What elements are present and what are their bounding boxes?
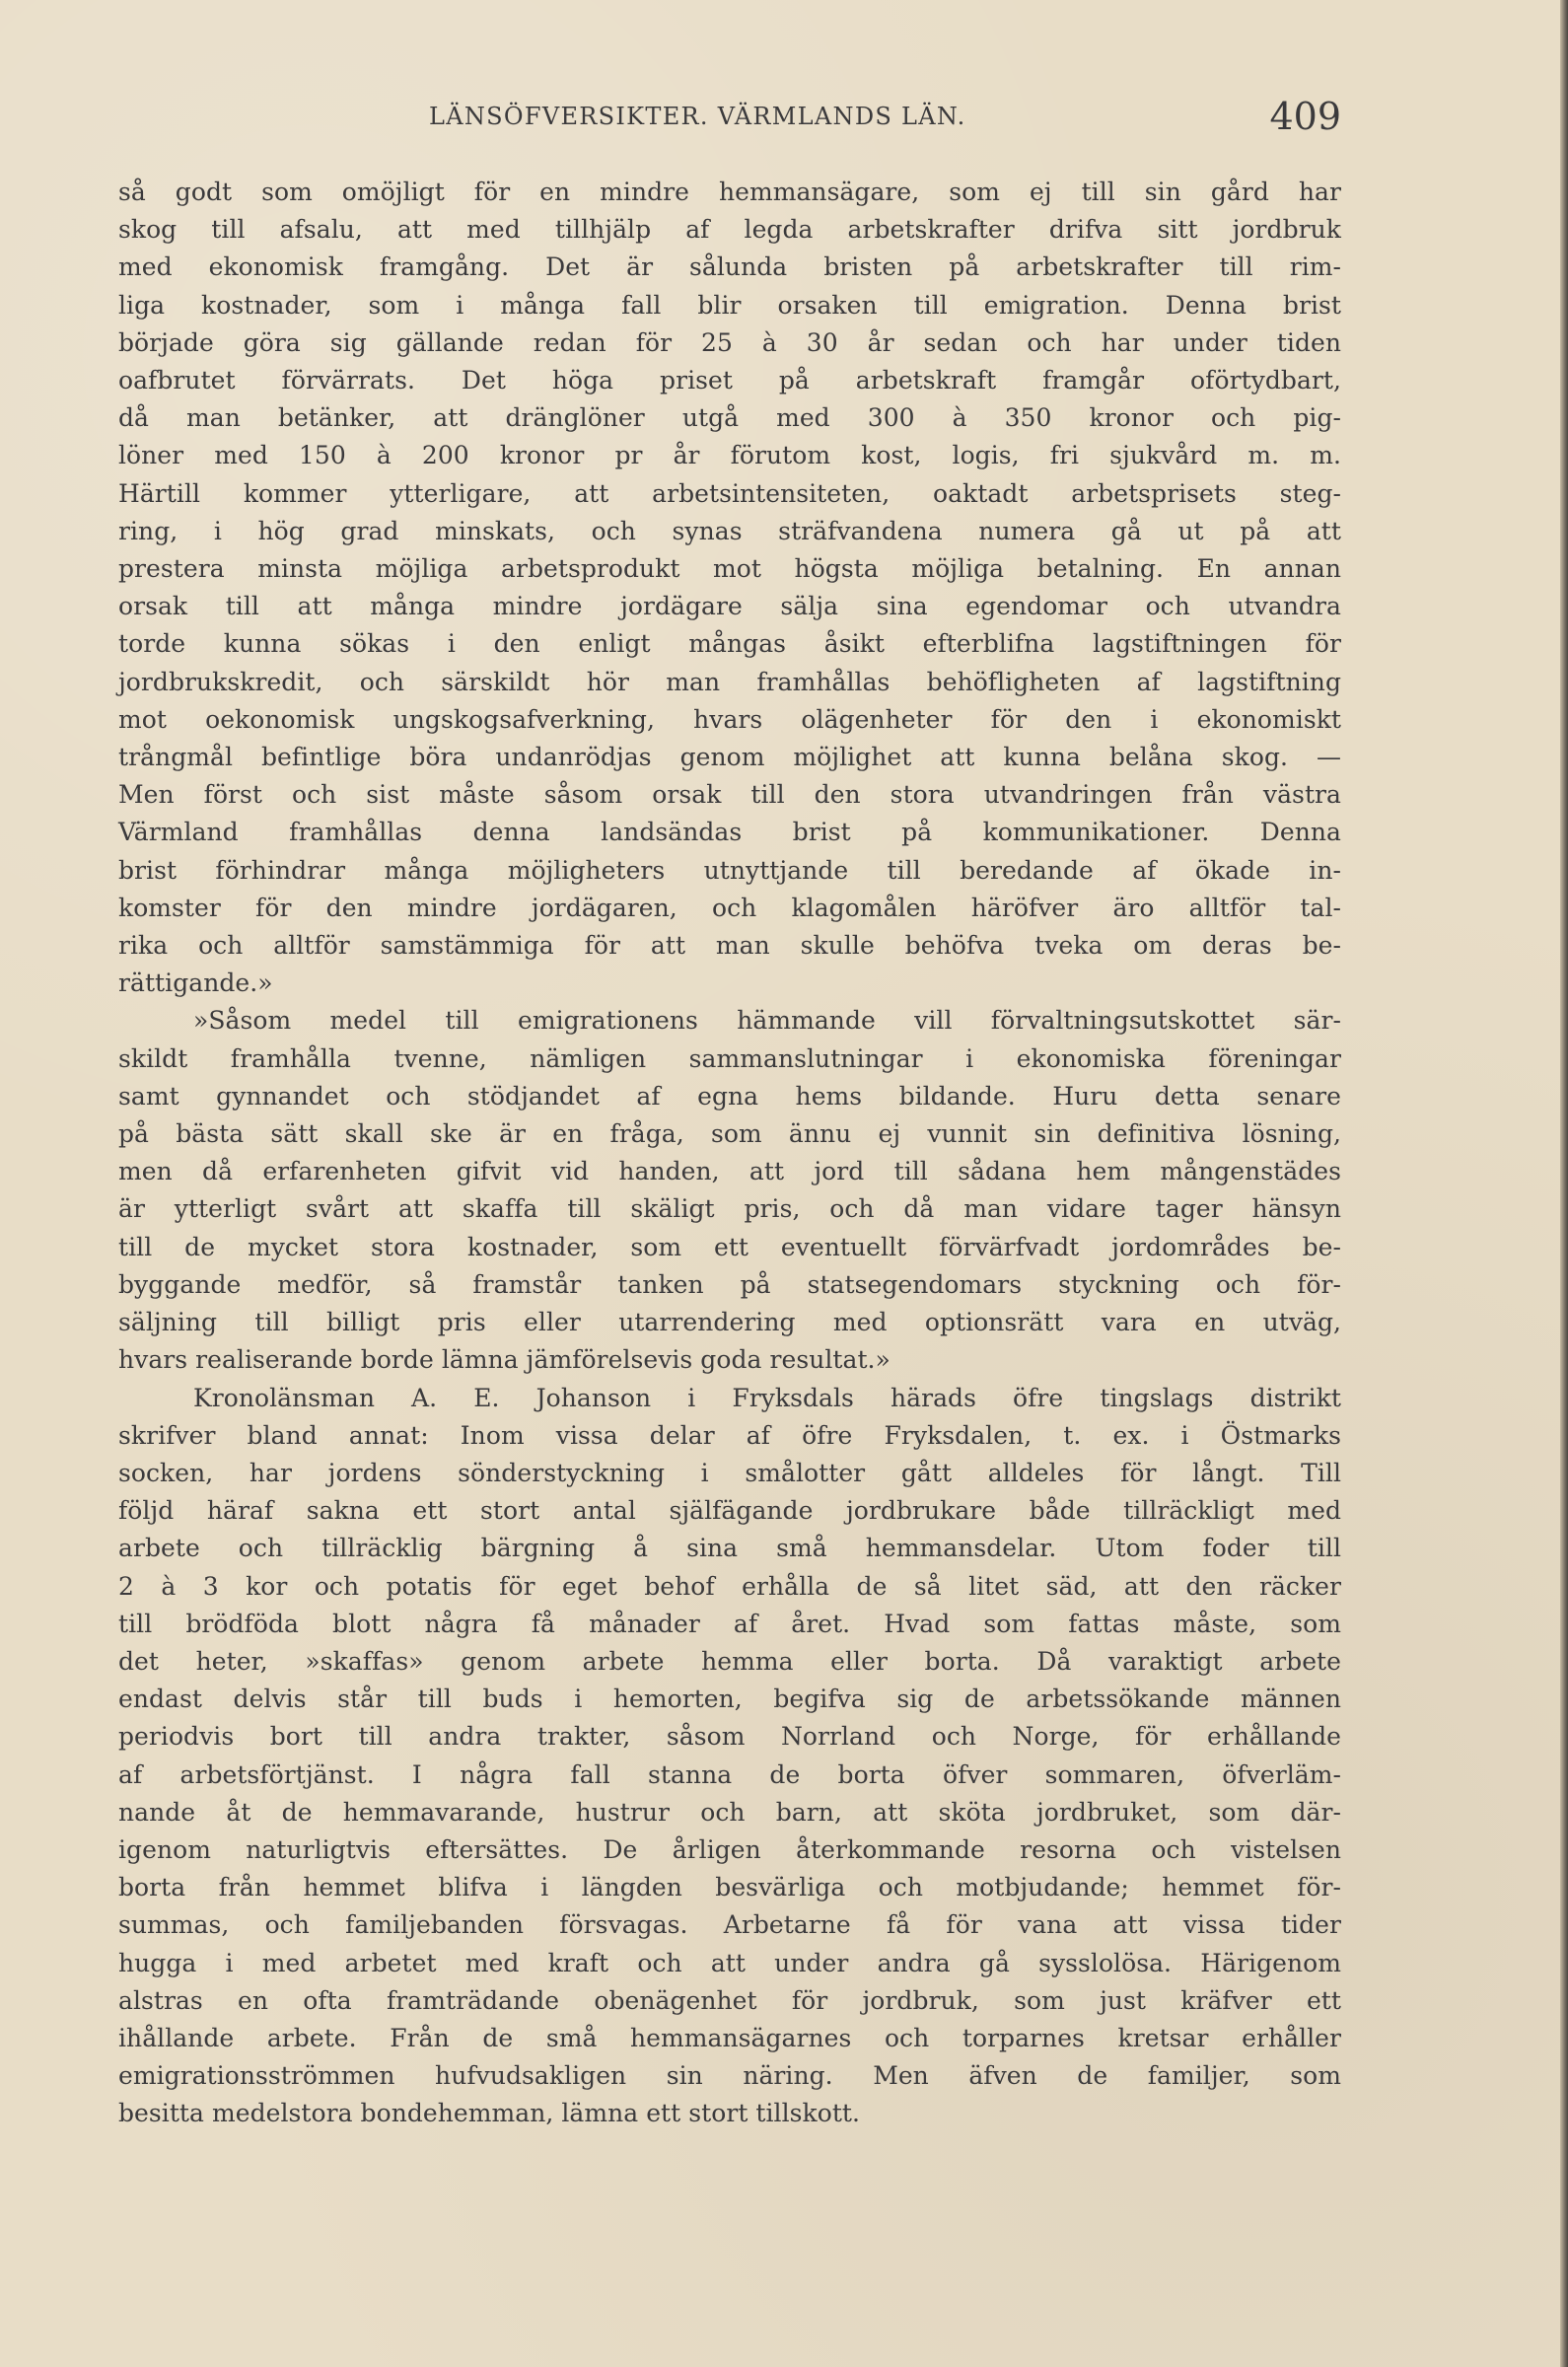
body-text	[118, 174, 1341, 2156]
paragraph-1	[118, 174, 1341, 1002]
text-line: till brödföda blott några få månader af året. Hvad som fattas måste, som	[118, 1609, 1341, 1638]
text-line: löner med 150 à 200 kronor pr år förutom kost, logis, fri sjukvård m. m.	[118, 441, 1341, 470]
text-line: hugga i med arbetet med kraft och att under andra gå sysslolösa. Härigenom	[118, 1948, 1341, 1977]
text-line: mot oekonomisk ungskogsafverkning, hvars olägenheter för den i ekonomiskt	[118, 704, 1341, 734]
text-line: orsak till att många mindre jordägare sälja sina egendomar och utvandra	[118, 592, 1341, 621]
text-line: nande åt de hemmavarande, hustrur och barn, att sköta jordbruket, som där-	[118, 1797, 1341, 1827]
text-line: 2 à 3 kor och potatis för eget behof erhålla de så litet säd, att den räcker	[118, 1571, 1341, 1601]
text-line: af arbetsförtjänst. I några fall stanna de borta öfver sommaren, öfverläm-	[118, 1759, 1341, 1789]
page-edge-shadow	[1560, 0, 1568, 2367]
text-line: hvars realiserande borde lämna jämförelsevis goda resultat.»	[118, 1345, 891, 1375]
text-line: oafbrutet förvärrats. Det höga priset på arbetskraft framgår oförtydbart,	[118, 366, 1341, 395]
running-header	[118, 95, 1341, 144]
text-line: emigrationsströmmen hufvudsakligen sin näring. Men äfven de familjer, som	[118, 2061, 1341, 2091]
text-line: Härtill kommer ytterligare, att arbetsintensiteten, oaktadt arbetsprisets steg-	[118, 478, 1341, 508]
paragraph-3	[118, 1380, 1341, 2133]
text-line: samt gynnandet och stödjandet af egna hems bildande. Huru detta senare	[118, 1081, 1341, 1111]
text-line: komster för den mindre jordägaren, och klagomålen häröfver äro alltför tal-	[118, 893, 1341, 922]
text-line: igenom naturligtvis eftersättes. De årligen återkommande resorna och vistelsen	[118, 1834, 1341, 1864]
text-line: socken, har jordens sönderstyckning i smålotter gått alldeles för långt. Till	[118, 1458, 1341, 1487]
text-line: trångmål befintlige böra undanrödjas genom möjlighet att kunna belåna skog. —	[118, 743, 1341, 772]
text-line: borta från hemmet blifva i längden besvärliga och motbjudande; hemmet för-	[118, 1873, 1341, 1902]
text-line: skrifver bland annat: Inom vissa delar af öfre Fryksdalen, t. ex. i Östmarks	[118, 1420, 1341, 1450]
text-line: på bästa sätt skall ske är en fråga, som ännu ej vunnit sin definitiva lösning,	[118, 1119, 1341, 1149]
text-line: det heter, »skaffas» genom arbete hemma eller borta. Då varaktigt arbete	[118, 1646, 1341, 1676]
text-line: ring, i hög grad minskats, och synas sträfvandena numera gå ut på att	[118, 516, 1341, 545]
text-line: säljning till billigt pris eller utarrendering med optionsrätt vara en utväg,	[118, 1308, 1341, 1337]
text-line: rika och alltför samstämmiga för att man skulle behöfva tveka om deras be-	[118, 931, 1341, 961]
text-line: rättigande.»	[118, 968, 273, 998]
text-line: Men först och sist måste såsom orsak till den stora utvandringen från västra	[118, 780, 1341, 810]
text-line: byggande medför, så framstår tanken på statsegendomars styckning och för-	[118, 1269, 1341, 1299]
text-line: arbete och tillräcklig bärgning å sina små hemmansdelar. Utom foder till	[118, 1534, 1341, 1563]
text-line: då man betänker, att dränglöner utgå med 300 à 350 kronor och pig-	[118, 403, 1341, 433]
text-line: jordbrukskredit, och särskildt hör man framhållas behöfligheten af lagstiftning	[118, 667, 1341, 696]
page-number: 409	[1269, 95, 1341, 138]
text-line: besitta medelstora bondehemman, lämna ett stort tillskott.	[118, 2099, 861, 2128]
text-line: till de mycket stora kostnader, som ett eventuellt förvärfvadt jordområdes be-	[118, 1232, 1341, 1261]
text-line: endast delvis står till buds i hemorten, begifva sig de arbetssökande männen	[118, 1685, 1341, 1714]
text-line: men då erfarenheten gifvit vid handen, att jord till sådana hem mångenstädes	[118, 1157, 1341, 1186]
text-line: alstras en ofta framträdande obenägenhet för jordbruk, som just kräfver ett	[118, 1985, 1341, 2015]
text-line: är ytterligt svårt att skaffa till skäligt pris, och då man vidare tager hänsyn	[118, 1194, 1341, 1224]
text-line: följd häraf sakna ett stort antal själfägande jordbrukare både tillräckligt med	[118, 1496, 1341, 1526]
text-line: periodvis bort till andra trakter, såsom Norrland och Norge, för erhållande	[118, 1722, 1341, 1752]
text-line: prestera minsta möjliga arbetsprodukt mot högsta möjliga betalning. En annan	[118, 554, 1341, 584]
text-line: Kronolänsman A. E. Johanson i Fryksdals härads öfre tingslags distrikt	[193, 1383, 1341, 1412]
text-line: »Såsom medel till emigrationens hämmande vill förvaltningsutskottet sär-	[193, 1006, 1341, 1036]
text-line: började göra sig gällande redan för 25 à 30 år sedan och har under tiden	[118, 327, 1341, 357]
text-line: torde kunna sökas i den enligt mångas åsikt efterblifna lagstiftningen för	[118, 629, 1341, 659]
text-line: brist förhindrar många möjligheters utnyttjande till beredande af ökade in-	[118, 855, 1341, 885]
text-line: skildt framhålla tvenne, nämligen sammanslutningar i ekonomiska föreningar	[118, 1043, 1341, 1073]
text-line: så godt som omöjligt för en mindre hemmansägare, som ej till sin gård har	[118, 178, 1341, 206]
header-title: LÄNSÖFVERSIKTER. VÄRMLANDS LÄN.	[429, 103, 966, 130]
paragraph-2	[118, 1002, 1341, 1379]
text-line: Värmland framhållas denna landsändas brist på kommunikationer. Denna	[118, 818, 1341, 847]
text-line: med ekonomisk framgång. Det är sålunda bristen på arbetskrafter till rim-	[118, 252, 1341, 282]
text-line: liga kostnader, som i många fall blir orsaken till emigration. Denna brist	[118, 290, 1341, 320]
text-line: ihållande arbete. Från de små hemmansägarnes och torparnes kretsar erhåller	[118, 2023, 1341, 2052]
text-line: skog till afsalu, att med tillhjälp af legda arbetskrafter drifva sitt jordbruk	[118, 215, 1341, 245]
text-line: summas, och familjebanden försvagas. Arbetarne få för vana att vissa tider	[118, 1910, 1341, 1940]
